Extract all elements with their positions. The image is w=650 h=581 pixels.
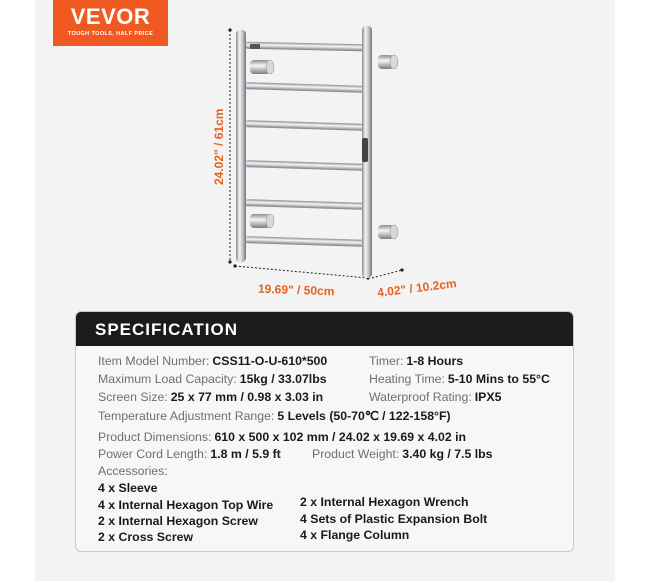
accessories-label: Accessories:: [98, 464, 168, 478]
width-dimension-label: 19.69" / 50cm: [257, 281, 335, 299]
wall-brackets: [250, 55, 398, 239]
depth-dimension-label: 4.02" / 10.2cm: [376, 276, 458, 300]
spec-row-cord: Power Cord Length: 1.8 m / 5.9 ft: [98, 447, 281, 461]
accessory-item: 4 Sets of Plastic Expansion Bolt: [300, 512, 488, 526]
accessory-item: 2 x Cross Screw: [98, 530, 194, 544]
spec-row-timer: Timer: 1-8 Hours: [369, 354, 464, 368]
spec-row-screen: Screen Size: 25 x 77 mm / 0.98 x 3.03 in: [98, 390, 324, 404]
logo-tagline: TOUGH TOOLS, HALF PRICE: [67, 31, 154, 37]
spec-row-load: Maximum Load Capacity: 15kg / 33.07lbs: [98, 372, 327, 386]
spec-row-weight: Product Weight: 3.40 kg / 7.5 lbs: [312, 447, 493, 461]
height-dimension-label: 24.02" / 61cm: [212, 108, 226, 185]
accessory-item: 2 x Internal Hexagon Screw: [98, 514, 258, 528]
specification-title: SPECIFICATION: [76, 312, 573, 346]
spec-row-temperature: Temperature Adjustment Range: 5 Levels (50-70℃ / 122-158°F): [98, 409, 451, 423]
spec-row-heating: Heating Time: 5-10 Mins to 55°C: [369, 372, 550, 386]
spec-row-product-dimensions: Product Dimensions: 610 x 500 x 102 mm / 24.02 x 19.69 x 4.02 in: [98, 430, 467, 444]
spec-row-waterproof: Waterproof Rating: IPX5: [369, 390, 502, 404]
control-switch: [362, 138, 368, 162]
accessory-item: 4 x Internal Hexagon Top Wire: [98, 498, 274, 512]
accessory-item: 4 x Sleeve: [98, 481, 158, 495]
specification-card: [75, 311, 574, 552]
logo-wordmark: VEVOR: [70, 4, 151, 29]
left-post: [236, 30, 246, 262]
accessory-item: 2 x Internal Hexagon Wrench: [300, 495, 469, 509]
spec-row-model: Item Model Number: CSS11-O-U-610*500: [98, 354, 328, 368]
accessory-item: 4 x Flange Column: [300, 528, 410, 542]
